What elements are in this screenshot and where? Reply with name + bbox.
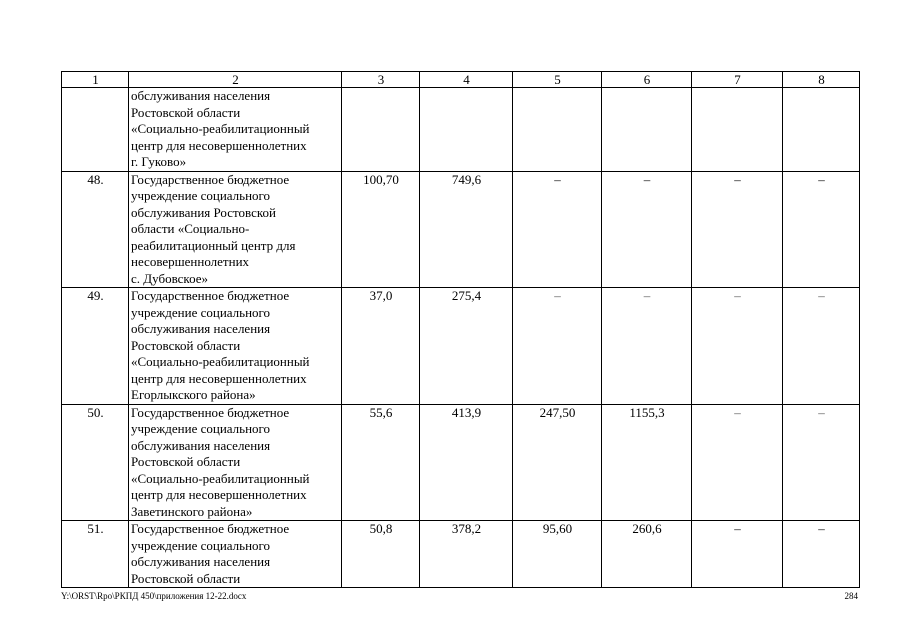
institution-name xyxy=(129,88,342,172)
cell-col3: 50,8 xyxy=(342,521,420,588)
cell-col8: – xyxy=(783,404,860,521)
name-line: Заветинского района» xyxy=(131,503,253,519)
name-line: Государственное бюджетное xyxy=(131,288,290,303)
name-line: учреждение социального xyxy=(131,188,271,203)
cell-col7: – xyxy=(692,288,783,405)
cell-col6: 1155,3 xyxy=(602,404,692,521)
name-line: с. Дубовское» xyxy=(131,270,208,286)
name-line: Ростовской области xyxy=(131,104,241,120)
name-line: учреждение социального xyxy=(131,537,271,553)
name-line: реабилитационный центр для xyxy=(131,237,296,253)
cell-col7: – xyxy=(692,171,783,288)
row-number xyxy=(62,88,129,172)
cell-col5: 247,50 xyxy=(513,404,602,521)
header-cell: 2 xyxy=(129,72,342,88)
table-row xyxy=(62,171,860,288)
institution-name xyxy=(129,404,342,521)
cell-col8: – xyxy=(783,171,860,288)
header-cell: 1 xyxy=(62,72,129,88)
cell-col4: 275,4 xyxy=(420,288,513,405)
name-line: несовершеннолетних xyxy=(131,254,250,269)
cell-col7: – xyxy=(692,521,783,588)
data-table xyxy=(61,71,860,588)
name-line: Государственное бюджетное xyxy=(131,171,290,187)
cell-col8 xyxy=(783,88,860,172)
cell-col5: – xyxy=(513,171,602,288)
name-line: области «Социально- xyxy=(131,221,250,236)
cell-col7: – xyxy=(692,404,783,521)
name-line: «Социально-реабилитационный xyxy=(131,121,310,136)
name-line: Государственное бюджетное xyxy=(131,521,290,536)
footer-file-path: Y:\ORST\Rpo\РКПД 450\приложения 12-22.docx xyxy=(61,591,247,601)
header-cell: 8 xyxy=(783,72,860,88)
table-row xyxy=(62,521,860,588)
name-line: Ростовской области xyxy=(131,454,241,469)
name-line: Ростовской области xyxy=(131,570,241,586)
cell-col4: 378,2 xyxy=(420,521,513,588)
header-cell: 4 xyxy=(420,72,513,88)
row-number: 48. xyxy=(62,171,129,288)
cell-col5: – xyxy=(513,288,602,405)
table-row xyxy=(62,404,860,521)
cell-col3: 100,70 xyxy=(342,171,420,288)
table-row xyxy=(62,88,860,172)
cell-col3: 37,0 xyxy=(342,288,420,405)
row-number: 49. xyxy=(62,288,129,405)
cell-col6: – xyxy=(602,288,692,405)
name-line: центр для несовершеннолетних xyxy=(131,370,307,386)
name-line: обслуживания населения xyxy=(131,88,271,103)
table-row xyxy=(62,288,860,405)
header-row xyxy=(62,72,860,88)
row-number: 50. xyxy=(62,404,129,521)
institution-name xyxy=(129,288,342,405)
name-line: «Социально-реабилитационный xyxy=(131,354,310,369)
name-line: обслуживания населения xyxy=(131,554,271,569)
institution-name xyxy=(129,521,342,588)
name-line: обслуживания населения xyxy=(131,321,271,336)
cell-col3: 55,6 xyxy=(342,404,420,521)
name-line: учреждение социального xyxy=(131,304,271,320)
header-cell: 5 xyxy=(513,72,602,88)
header-cell: 3 xyxy=(342,72,420,88)
cell-col7 xyxy=(692,88,783,172)
row-number: 51. xyxy=(62,521,129,588)
name-line: центр для несовершеннолетних xyxy=(131,487,307,502)
cell-col6: – xyxy=(602,171,692,288)
name-line: обслуживания Ростовской xyxy=(131,204,276,220)
name-line: обслуживания населения xyxy=(131,437,271,453)
name-line: Государственное бюджетное xyxy=(131,404,290,420)
institution-name xyxy=(129,171,342,288)
cell-col5 xyxy=(513,88,602,172)
name-line: г. Гуково» xyxy=(131,154,187,169)
cell-col8: – xyxy=(783,288,860,405)
header-cell: 7 xyxy=(692,72,783,88)
name-line: Егорлыкского района» xyxy=(131,387,256,402)
cell-col8: – xyxy=(783,521,860,588)
cell-col4 xyxy=(420,88,513,172)
cell-col4: 749,6 xyxy=(420,171,513,288)
cell-col6: 260,6 xyxy=(602,521,692,588)
cell-col4: 413,9 xyxy=(420,404,513,521)
name-line: «Социально-реабилитационный xyxy=(131,470,310,486)
name-line: учреждение социального xyxy=(131,421,271,436)
footer-page-number: 284 xyxy=(844,591,858,601)
cell-col3 xyxy=(342,88,420,172)
name-line: центр для несовершеннолетних xyxy=(131,137,307,153)
cell-col6 xyxy=(602,88,692,172)
name-line: Ростовской области xyxy=(131,337,241,353)
header-cell: 6 xyxy=(602,72,692,88)
cell-col5: 95,60 xyxy=(513,521,602,588)
